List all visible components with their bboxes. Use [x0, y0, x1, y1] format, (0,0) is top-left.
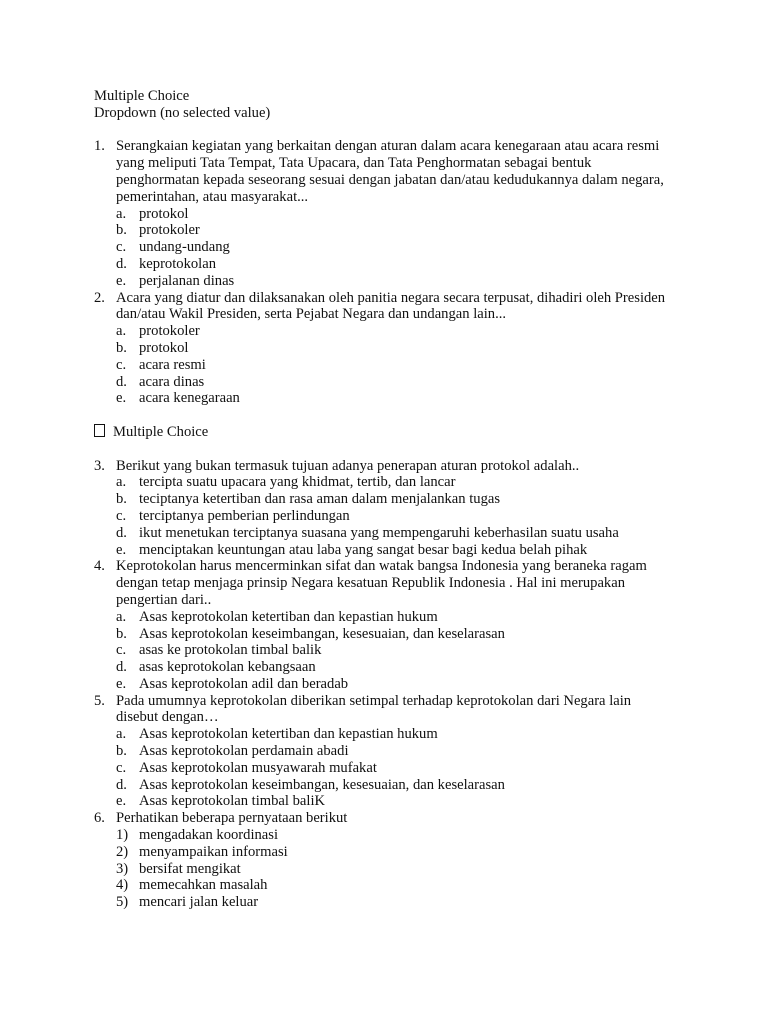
option-item: [116, 777, 676, 794]
checkbox-icon: [94, 424, 105, 437]
header-line-2: Dropdown (no selected value): [94, 104, 271, 121]
option-item: [116, 491, 676, 508]
option-item: [116, 609, 676, 626]
option-text: Asas keprotokolan musyawarah mufakat: [139, 759, 377, 776]
option-label: d.: [116, 255, 127, 272]
question-4: [94, 558, 676, 692]
option-list: [116, 474, 676, 558]
option-label: d.: [116, 524, 127, 541]
question-number: 4.: [94, 558, 105, 575]
option-label: a.: [116, 726, 127, 743]
option-item: [116, 323, 676, 340]
option-item: [116, 827, 676, 844]
option-text: acara kenegaraan: [139, 390, 240, 407]
option-item: [116, 542, 676, 559]
option-text: keprotokolan: [139, 255, 217, 272]
option-label: e.: [116, 390, 127, 407]
option-text: Asas keprotokolan timbal baliK: [139, 793, 326, 810]
option-item: [116, 626, 676, 643]
option-label: b.: [116, 743, 127, 760]
option-item: [116, 340, 676, 357]
option-text: protokoler: [139, 323, 200, 340]
document-content: [94, 88, 676, 911]
option-label: 4): [116, 877, 129, 894]
option-label: c.: [116, 239, 127, 256]
option-text: Asas keprotokolan keseimbangan, kesesuaian, dan keselarasan: [139, 776, 505, 793]
question-number: 6.: [94, 810, 105, 827]
option-item: [116, 222, 676, 239]
option-label: e.: [116, 541, 127, 558]
section-title: [94, 424, 676, 441]
option-item: [116, 390, 676, 407]
option-label: c.: [116, 356, 127, 373]
option-text: acara dinas: [139, 373, 205, 390]
spacer: [94, 407, 676, 424]
option-text: Asas keprotokolan perdamain abadi: [139, 743, 349, 760]
option-label: d.: [116, 776, 127, 793]
question-3: [94, 458, 676, 559]
option-item: [116, 374, 676, 391]
option-item: [116, 676, 676, 693]
option-label: c.: [116, 759, 127, 776]
option-item: [116, 508, 676, 525]
option-item: [116, 642, 676, 659]
option-list: [116, 323, 676, 407]
question-6: [94, 810, 676, 911]
option-list: [116, 726, 676, 810]
option-text: protokoler: [139, 222, 200, 239]
option-item: [116, 474, 676, 491]
option-label: e.: [116, 675, 127, 692]
option-label: 5): [116, 894, 129, 911]
option-item: [116, 256, 676, 273]
option-label: a.: [116, 474, 127, 491]
option-label: e.: [116, 272, 127, 289]
question-1: [94, 138, 676, 289]
option-label: 1): [116, 827, 129, 844]
option-text: Asas keprotokolan adil dan beradab: [139, 675, 349, 692]
option-text: perjalanan dinas: [139, 272, 235, 289]
question-text: Serangkaian kegiatan yang berkaitan dengan aturan dalam acara kenegaraan atau acara resmi yang meliputi Tata Tempat, Tata Upacara, dan Tata Penghormatan sebagai bentuk penghormatan kepada seseorang sesuai dengan jabatan dan/atau kedudukannya dalam negara, pemerintahan, atau masyarakat...: [116, 138, 664, 205]
option-list: [116, 827, 676, 911]
question-text: Pada umumnya keprotokolan diberikan setimpal terhadap keprotokolan dari Negara lain disebut dengan…: [116, 692, 632, 726]
option-label: b.: [116, 491, 127, 508]
question-text: Berikut yang bukan termasuk tujuan adanya penerapan aturan protokol adalah..: [116, 457, 580, 474]
option-text: acara resmi: [139, 356, 206, 373]
option-text: Asas keprotokolan ketertiban dan kepastian hukum: [139, 608, 438, 625]
option-item: [116, 659, 676, 676]
option-label: d.: [116, 373, 127, 390]
option-label: b.: [116, 222, 127, 239]
header-line-1: Multiple Choice: [94, 88, 190, 104]
option-text: memecahkan masalah: [139, 877, 268, 894]
option-label: b.: [116, 339, 127, 356]
spacer: [94, 441, 676, 458]
option-item: [116, 760, 676, 777]
option-text: asas ke protokolan timbal balik: [139, 642, 322, 659]
option-item: [116, 357, 676, 374]
option-item: [116, 525, 676, 542]
option-text: menciptakan keuntungan atau laba yang sangat besar bagi kedua belah pihak: [139, 541, 588, 558]
option-label: c.: [116, 507, 127, 524]
option-text: bersifat mengikat: [139, 860, 241, 877]
option-item: [116, 793, 676, 810]
question-group-1: [94, 138, 676, 407]
question-number: 3.: [94, 457, 105, 474]
option-text: asas keprotokolan kebangsaan: [139, 659, 316, 676]
question-text: Acara yang diatur dan dilaksanakan oleh panitia negara secara terpusat, dihadiri oleh Presiden dan/atau Wakil Presiden, serta Pejabat Negara dan undangan lain...: [116, 289, 666, 323]
option-text: tercipta suatu upacara yang khidmat, tertib, dan lancar: [139, 474, 456, 491]
option-item: [116, 743, 676, 760]
option-label: e.: [116, 793, 127, 810]
option-label: 3): [116, 860, 129, 877]
question-number: 2.: [94, 289, 105, 306]
option-text: menyampaikan informasi: [139, 843, 288, 860]
question-2: [94, 290, 676, 408]
option-item: [116, 206, 676, 223]
option-text: protokol: [139, 339, 189, 356]
option-text: Asas keprotokolan ketertiban dan kepastian hukum: [139, 726, 438, 743]
option-label: b.: [116, 625, 127, 642]
option-label: d.: [116, 659, 127, 676]
option-text: teciptanya ketertiban dan rasa aman dalam menjalankan tugas: [139, 491, 501, 508]
option-label: a.: [116, 205, 127, 222]
option-label: a.: [116, 608, 127, 625]
option-item: [116, 726, 676, 743]
option-list: [116, 206, 676, 290]
option-text: Asas keprotokolan keseimbangan, kesesuaian, dan keselarasan: [139, 625, 505, 642]
question-group-2: [94, 458, 676, 912]
option-item: [116, 894, 676, 911]
option-item: [116, 861, 676, 878]
section-title-text: Multiple Choice: [113, 423, 209, 440]
option-text: mengadakan koordinasi: [139, 827, 279, 844]
option-text: undang-undang: [139, 239, 230, 256]
question-text: Perhatikan beberapa pernyataan berikut: [116, 810, 348, 827]
option-list: [116, 609, 676, 693]
option-text: ikut menetukan terciptanya suasana yang mempengaruhi keberhasilan suatu usaha: [139, 524, 619, 541]
option-item: [116, 844, 676, 861]
question-number: 1.: [94, 138, 105, 155]
option-label: c.: [116, 642, 127, 659]
question-5: [94, 693, 676, 811]
option-item: [116, 239, 676, 256]
option-label: a.: [116, 323, 127, 340]
option-text: mencari jalan keluar: [139, 894, 259, 911]
option-item: [116, 273, 676, 290]
spacer: [94, 122, 676, 139]
option-text: protokol: [139, 205, 189, 222]
option-text: terciptanya pemberian perlindungan: [139, 507, 350, 524]
option-label: 2): [116, 843, 129, 860]
option-item: [116, 877, 676, 894]
question-text: Keprotokolan harus mencerminkan sifat dan watak bangsa Indonesia yang beraneka ragam dengan tetap menjaga prinsip Negara kesatuan Republik Indonesia . Hal ini merupakan pengertian dari..: [116, 558, 647, 608]
question-number: 5.: [94, 692, 105, 709]
